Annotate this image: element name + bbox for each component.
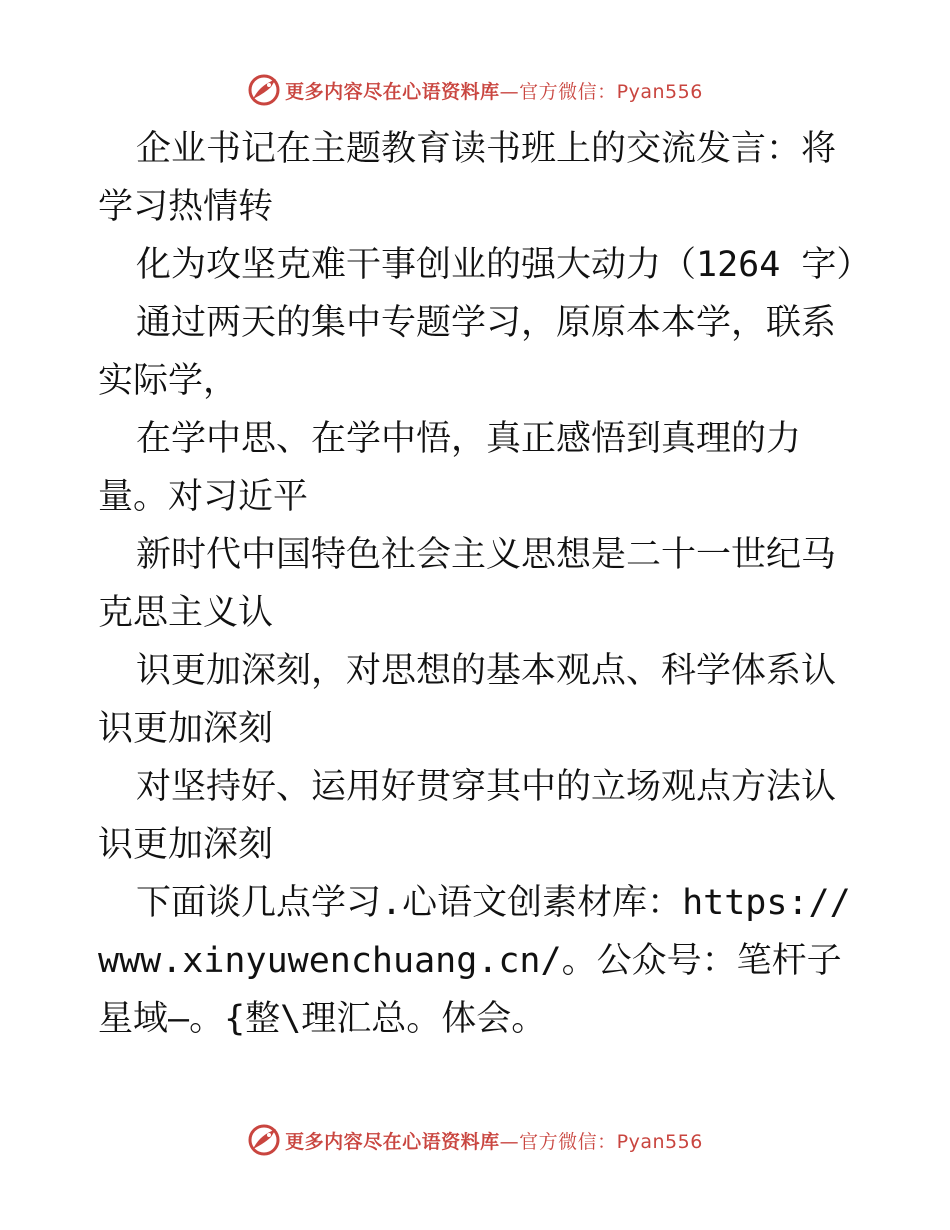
header-banner-main: 更多内容尽在心语资料库 — [285, 80, 500, 103]
header-banner-suffix: —官方微信：Pyan556 — [499, 80, 703, 103]
pen-logo-icon — [247, 73, 281, 107]
footer-banner-text — [285, 1127, 703, 1154]
paragraph: 对坚持好、运用好贯穿其中的立场观点方法认识更加深刻 — [98, 767, 837, 865]
pen-logo-icon — [247, 1123, 281, 1157]
paragraph: 通过两天的集中专题学习，原原本本学，联系实际学， — [98, 303, 837, 401]
paragraph: 下面谈几点学习.心语文创素材库：https://www.xinyuwenchuang.cn/。公众号：笔杆子星域—。{整\理汇总。体会。 — [98, 883, 851, 1039]
header-banner-text — [285, 77, 703, 104]
paragraph: 在学中思、在学中悟，真正感悟到真理的力量。对习近平 — [98, 419, 802, 517]
paragraph: 识更加深刻，对思想的基本观点、科学体系认识更加深刻 — [98, 651, 837, 749]
header-banner — [0, 70, 950, 110]
footer-banner-main: 更多内容尽在心语资料库 — [285, 1130, 500, 1153]
paragraph: 企业书记在主题教育读书班上的交流发言：将学习热情转 — [98, 129, 837, 227]
document-body — [98, 120, 872, 1048]
paragraph: 化为攻坚克难干事创业的强大动力（1264 字） — [136, 245, 872, 285]
paragraph: 新时代中国特色社会主义思想是二十一世纪马克思主义认 — [98, 535, 837, 633]
footer-banner — [0, 1120, 950, 1160]
footer-banner-suffix: —官方微信：Pyan556 — [499, 1130, 703, 1153]
